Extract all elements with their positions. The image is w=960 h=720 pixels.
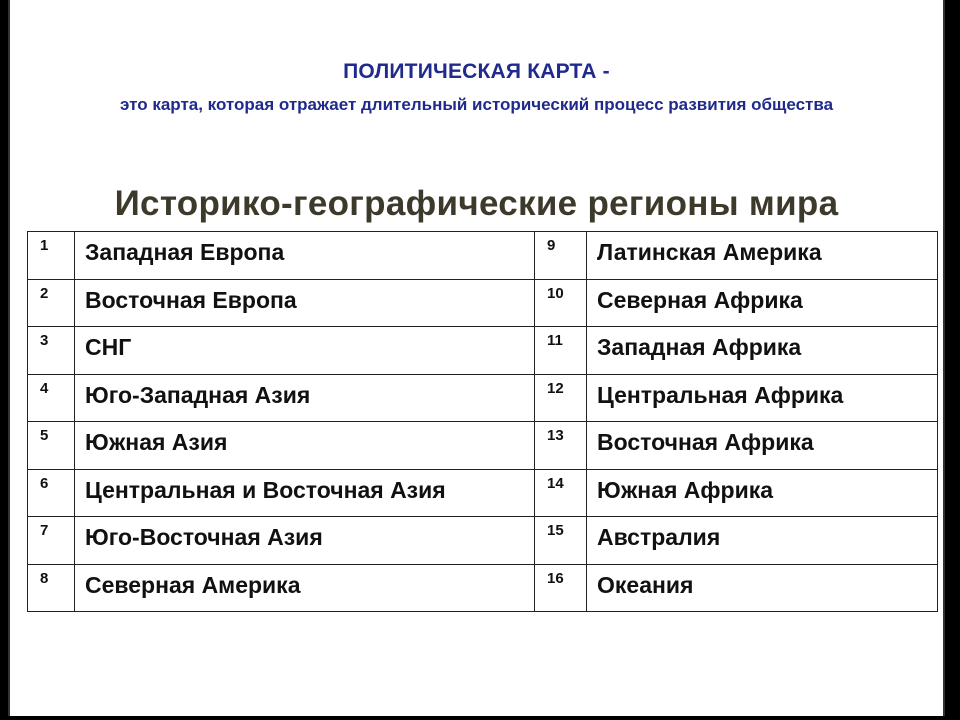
region-name: Юго-Восточная Азия xyxy=(75,517,535,565)
region-number: 6 xyxy=(28,469,75,517)
region-number: 9 xyxy=(535,232,587,280)
region-number: 10 xyxy=(535,279,587,327)
region-number: 11 xyxy=(535,327,587,375)
region-name: Западная Африка xyxy=(587,327,938,375)
region-name: СНГ xyxy=(75,327,535,375)
region-number: 12 xyxy=(535,374,587,422)
region-name: Австралия xyxy=(587,517,938,565)
table-row xyxy=(28,564,938,612)
table-row xyxy=(28,279,938,327)
table-row xyxy=(28,517,938,565)
region-name: Южная Азия xyxy=(75,422,535,470)
region-name: Центральная Африка xyxy=(587,374,938,422)
region-name: Латинская Америка xyxy=(587,232,938,280)
region-name: Южная Африка xyxy=(587,469,938,517)
region-number: 8 xyxy=(28,564,75,612)
region-number: 3 xyxy=(28,327,75,375)
table-row xyxy=(28,469,938,517)
region-name: Восточная Европа xyxy=(75,279,535,327)
region-number: 16 xyxy=(535,564,587,612)
slide-subtitle: это карта, которая отражает длительный исторический процесс развития общества xyxy=(119,95,834,114)
region-name: Юго-Западная Азия xyxy=(75,374,535,422)
table-row xyxy=(28,374,938,422)
region-number: 7 xyxy=(28,517,75,565)
table-row xyxy=(28,327,938,375)
region-name: Центральная и Восточная Азия xyxy=(75,469,535,517)
slide xyxy=(8,0,945,716)
table-heading: Историко-географические регионы мира xyxy=(114,184,839,223)
region-name: Северная Америка xyxy=(75,564,535,612)
region-number: 5 xyxy=(28,422,75,470)
table-row xyxy=(28,422,938,470)
table-row xyxy=(28,232,938,280)
region-number: 1 xyxy=(28,232,75,280)
region-number: 2 xyxy=(28,279,75,327)
region-name: Западная Европа xyxy=(75,232,535,280)
region-number: 15 xyxy=(535,517,587,565)
slide-title: ПОЛИТИЧЕСКАЯ КАРТА - xyxy=(343,60,610,83)
region-number: 4 xyxy=(28,374,75,422)
region-number: 13 xyxy=(535,422,587,470)
region-name: Северная Африка xyxy=(587,279,938,327)
region-name: Восточная Африка xyxy=(587,422,938,470)
region-number: 14 xyxy=(535,469,587,517)
regions-table xyxy=(27,231,938,612)
region-name: Океания xyxy=(587,564,938,612)
